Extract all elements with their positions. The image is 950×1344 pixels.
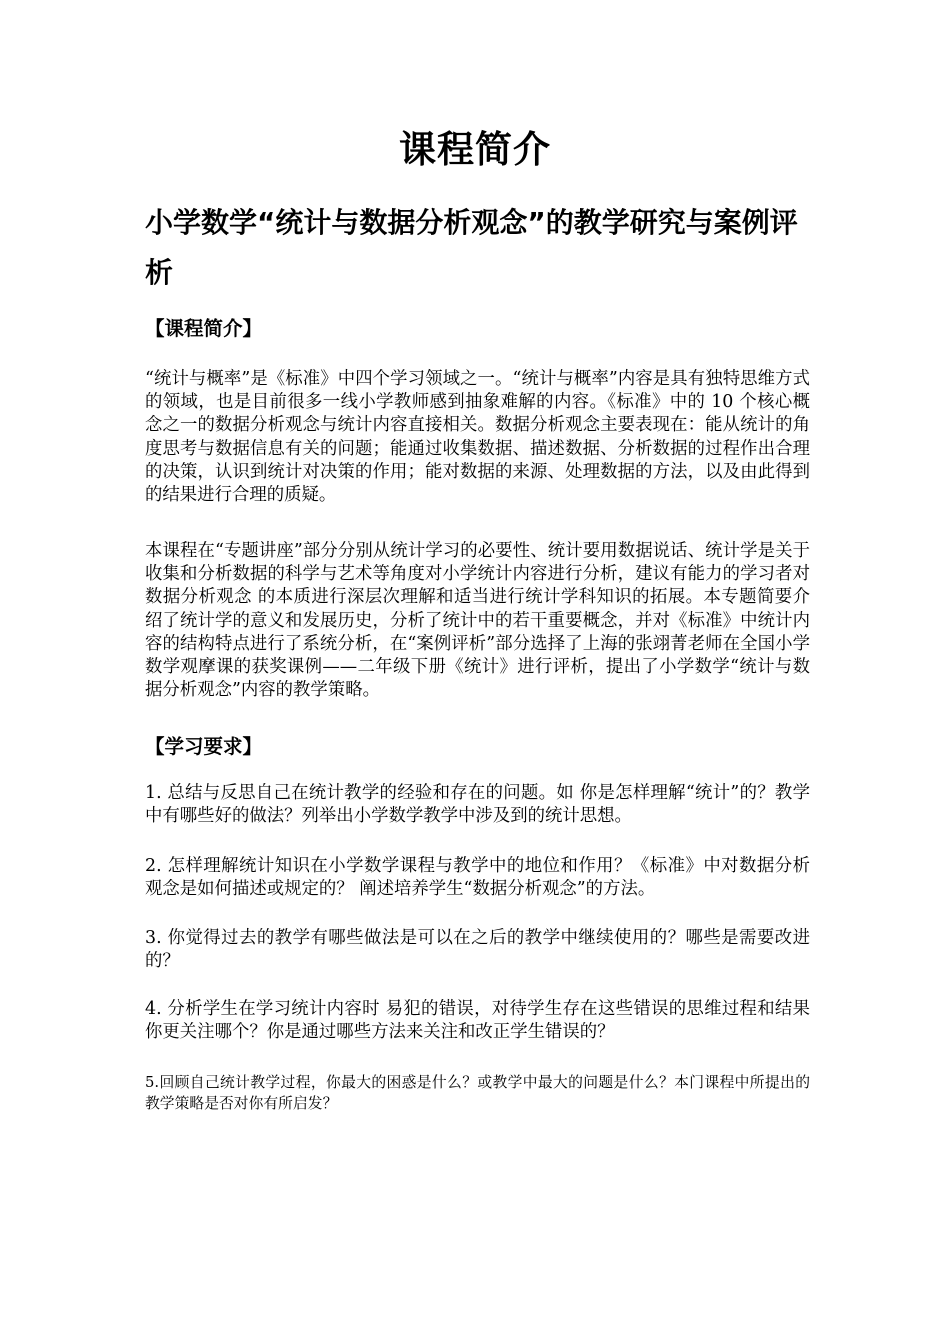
intro-paragraph: 本课程在“专题讲座”部分分别从统计学习的必要性、统计要用数据说话、统计学是关于收集和分析数据的科学与艺术等角度对小学统计内容进行分析，建议有能力的学习者对 数据分析观念 的本质进行深层次理解和适当进行统计学科知识的拓展。本专题简要介绍了统计学的意义和发展历史，分析了统计中的若干重要概念，并对《标准》中统计内容的结构特点进行了系统分析，在“案例评析”部分选择了上海的张翊菁老师在全国小学数学观摩课的获奖课例——二年级下册《统计》进行评析，提出了小学数学“统计与数据分析观念”内容的教学策略。 (145, 541, 810, 701)
page-title: 课程简介 (399, 128, 551, 171)
requirements-heading: 【学习要求】 (145, 735, 263, 758)
requirement-item: 3. 你觉得过去的教学有哪些做法是可以在之后的教学中继续使用的？哪些是需要改进的？ (145, 928, 810, 972)
requirement-item: 5.回顾自己统计教学过程，你最大的困惑是什么？或教学中最大的问题是什么？本门课程中所提出的教学策略是否对你有所启发？ (145, 1074, 810, 1112)
requirement-item: 1. 总结与反思自己在统计教学的经验和存在的问题。如 你是怎样理解“统计”的？教学中有哪些好的做法？列举出小学数学教学中涉及到的统计思想。 (145, 783, 810, 827)
intro-paragraph: “统计与概率”是《标准》中四个学习领域之一。“统计与概率”内容是具有独特思维方式的领域，也是目前很多一线小学教师感到抽象难解的内容。《标准》中的 10 个核心概念之一的数据分析观念与统计内容直接相关。数据分析观念主要表现在：能从统计的角度思考与数据信息有关的问题；能通过收集数据、描述数据、分析数据的过程作出合理的决策，认识到统计对决策的作用；能对数据的来源、处理数据的方法，以及由此得到的结果进行合理的质疑。 (145, 369, 810, 506)
requirement-item: 4. 分析学生在学习统计内容时 易犯的错误，对待学生存在这些错误的思维过程和结果你更关注哪个？你是通过哪些方法来关注和改正学生错误的？ (145, 999, 810, 1043)
course-title: 小学数学“统计与数据分析观念”的教学研究与案例评析 (145, 206, 798, 289)
intro-heading: 【课程简介】 (145, 317, 263, 340)
requirement-item: 2. 怎样理解统计知识在小学数学课程与教学中的地位和作用？《标准》中对数据分析观念是如何描述或规定的？ 阐述培养学生“数据分析观念”的方法。 (145, 856, 810, 900)
